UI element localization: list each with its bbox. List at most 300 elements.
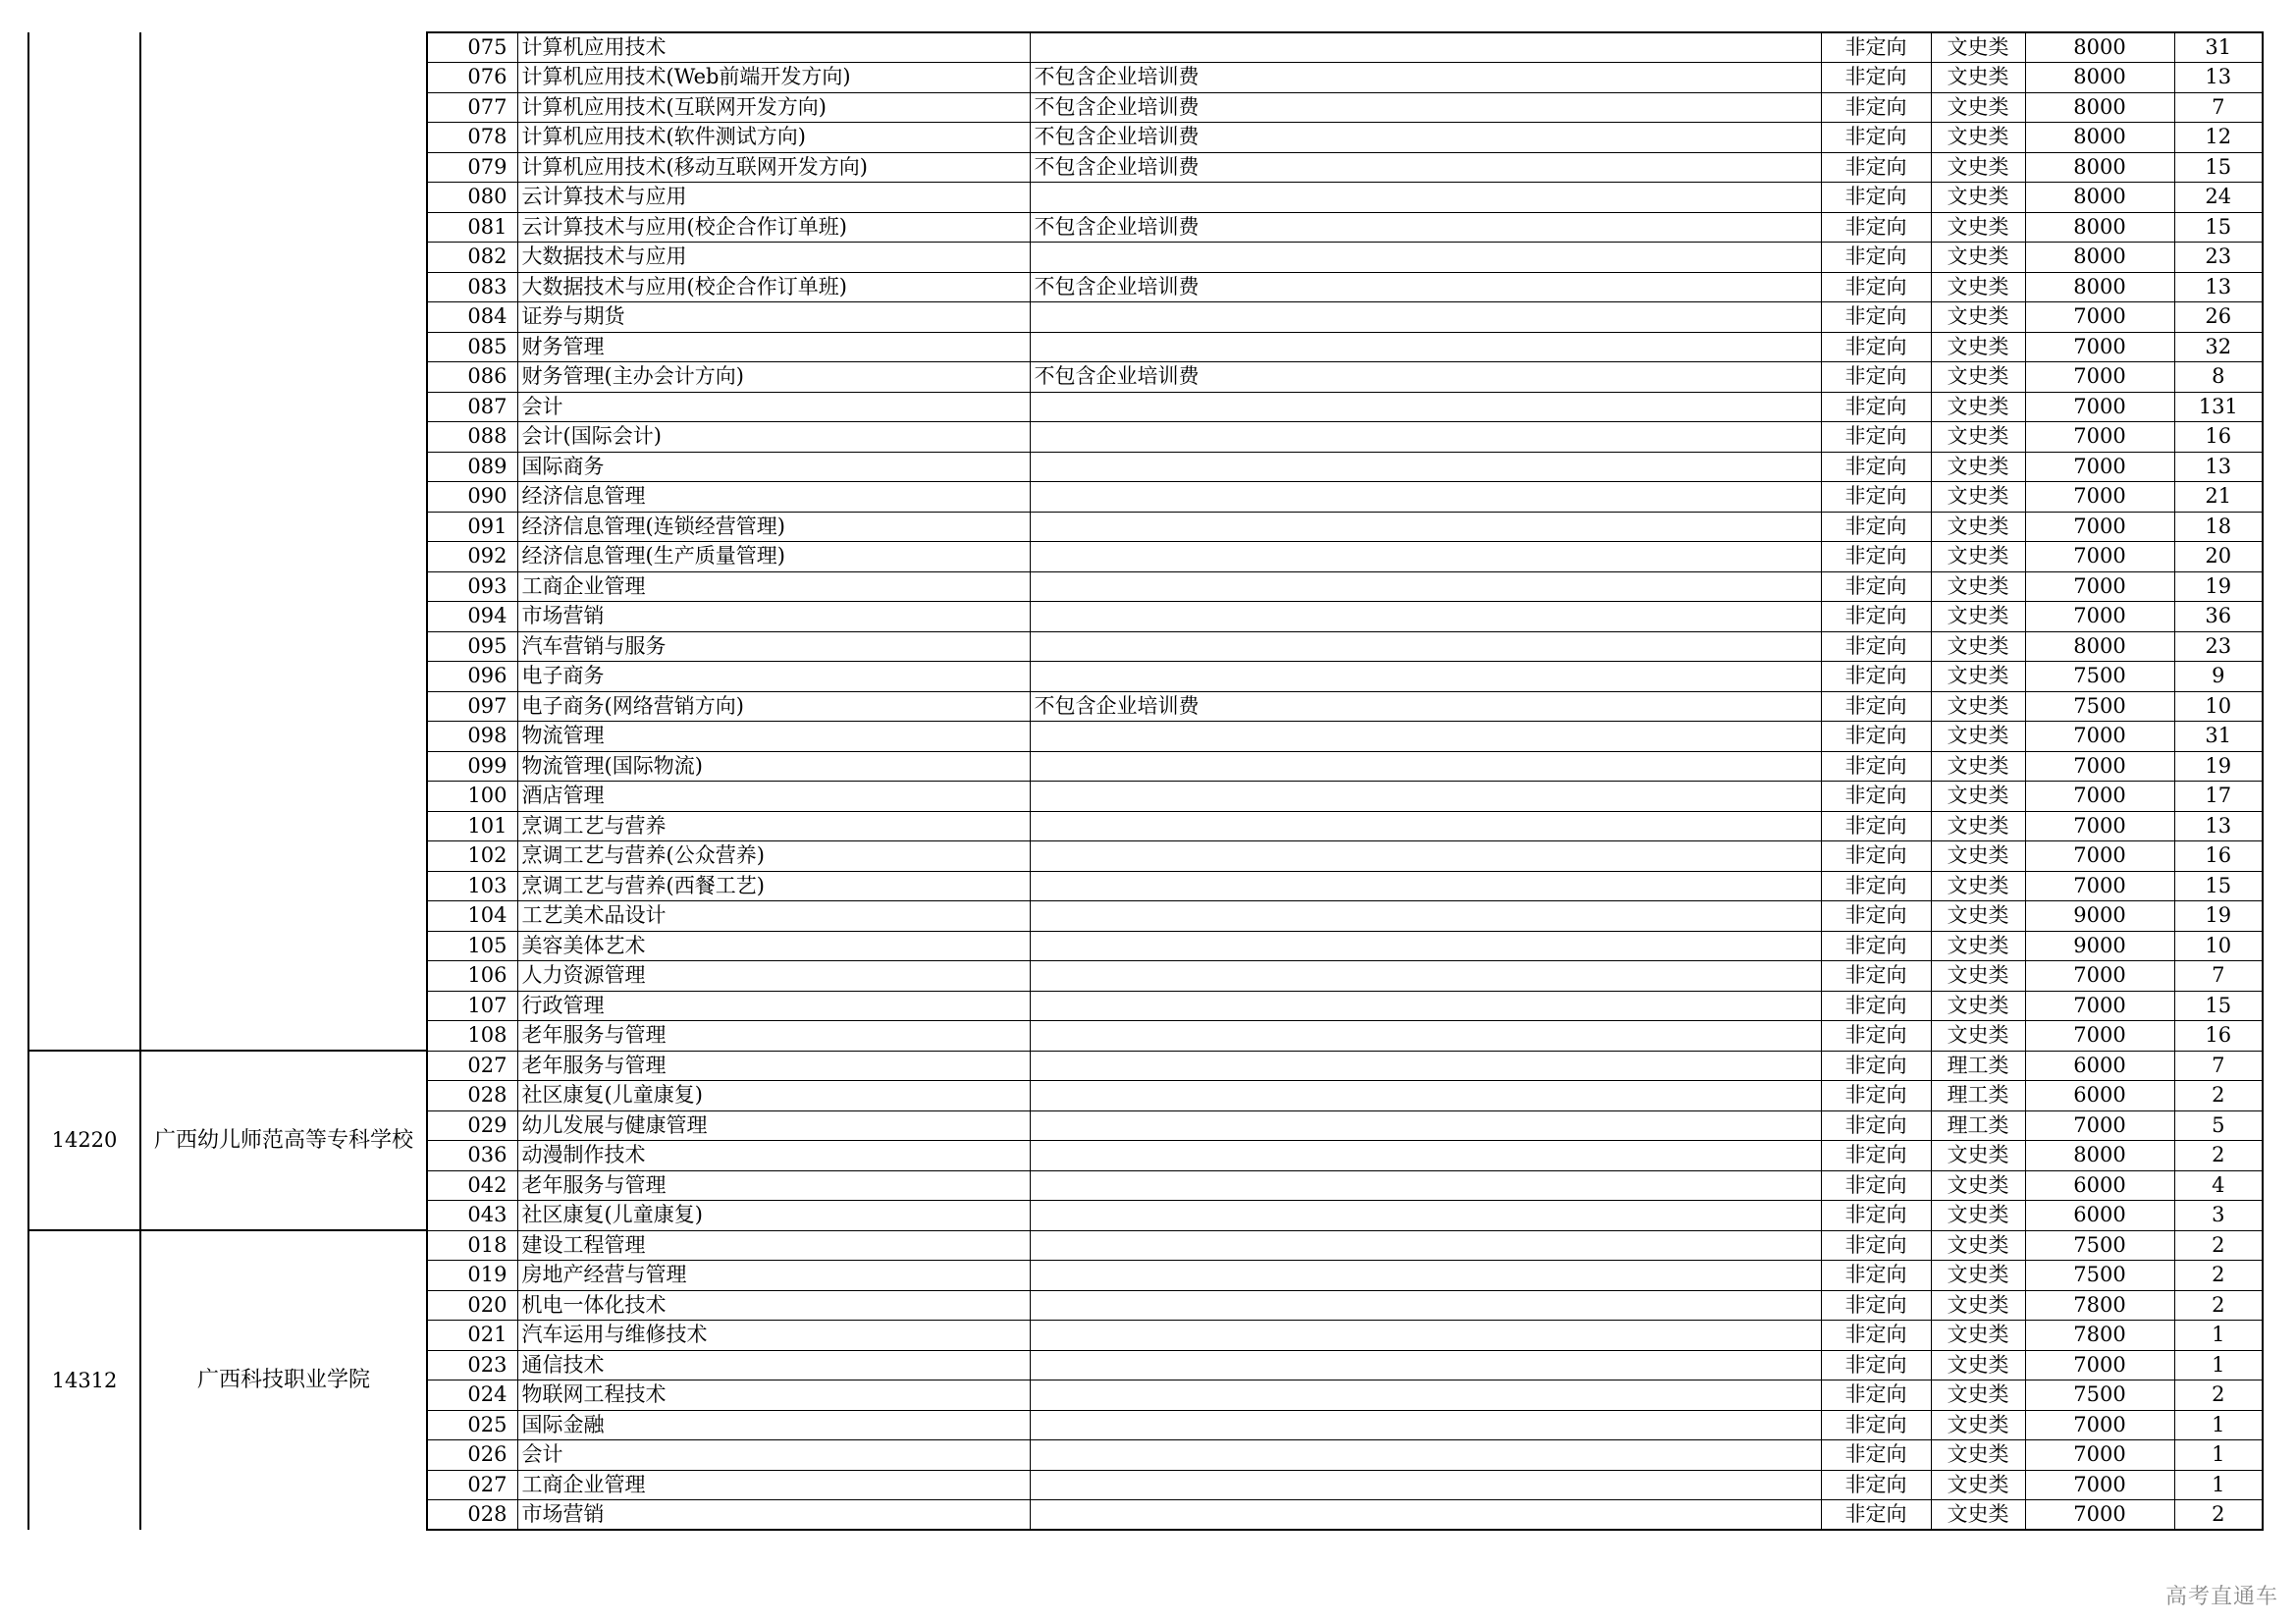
note-cell <box>1030 991 1821 1021</box>
tuition-fee-cell: 7000 <box>2025 961 2174 992</box>
major-name-cell: 动漫制作技术 <box>517 1141 1030 1171</box>
note-cell <box>1030 302 1821 333</box>
plan-count-cell: 2 <box>2174 1500 2263 1531</box>
plan-count-cell: 1 <box>2174 1410 2263 1440</box>
tuition-fee-cell: 7000 <box>2025 362 2174 393</box>
plan-count-cell: 8 <box>2174 362 2263 393</box>
tuition-fee-cell: 7000 <box>2025 811 2174 841</box>
subject-category-cell: 文史类 <box>1931 422 2025 453</box>
plan-type-cell: 非定向 <box>1821 482 1931 513</box>
tuition-fee-cell: 7000 <box>2025 482 2174 513</box>
note-cell <box>1030 1261 1821 1291</box>
subject-category-cell: 文史类 <box>1931 542 2025 572</box>
major-code-cell: 042 <box>427 1170 517 1201</box>
tuition-fee-cell: 7000 <box>2025 542 2174 572</box>
major-code-cell: 075 <box>427 32 517 63</box>
tuition-fee-cell: 7500 <box>2025 1380 2174 1411</box>
subject-category-cell: 文史类 <box>1931 92 2025 123</box>
major-code-cell: 100 <box>427 782 517 812</box>
subject-category-cell: 文史类 <box>1931 332 2025 362</box>
note-cell <box>1030 1410 1821 1440</box>
plan-count-cell: 32 <box>2174 332 2263 362</box>
subject-category-cell: 文史类 <box>1931 1350 2025 1380</box>
note-cell <box>1030 183 1821 213</box>
plan-count-cell: 9 <box>2174 662 2263 692</box>
note-cell <box>1030 1110 1821 1141</box>
tuition-fee-cell: 6000 <box>2025 1170 2174 1201</box>
note-cell <box>1030 841 1821 872</box>
plan-count-cell: 17 <box>2174 782 2263 812</box>
plan-type-cell: 非定向 <box>1821 1051 1931 1081</box>
major-name-cell: 工艺美术品设计 <box>517 901 1030 932</box>
plan-type-cell: 非定向 <box>1821 961 1931 992</box>
note-cell: 不包含企业培训费 <box>1030 63 1821 93</box>
note-cell <box>1030 1290 1821 1321</box>
major-name-cell: 行政管理 <box>517 991 1030 1021</box>
plan-count-cell: 24 <box>2174 183 2263 213</box>
plan-count-cell: 13 <box>2174 272 2263 302</box>
major-name-cell: 会计 <box>517 392 1030 422</box>
major-name-cell: 烹调工艺与营养 <box>517 811 1030 841</box>
plan-count-cell: 19 <box>2174 751 2263 782</box>
note-cell <box>1030 602 1821 632</box>
subject-category-cell: 文史类 <box>1931 1170 2025 1201</box>
major-name-cell: 物流管理 <box>517 722 1030 752</box>
tuition-fee-cell: 7800 <box>2025 1290 2174 1321</box>
note-cell <box>1030 1051 1821 1081</box>
major-code-cell: 027 <box>427 1051 517 1081</box>
major-code-cell: 107 <box>427 991 517 1021</box>
tuition-fee-cell: 7000 <box>2025 871 2174 901</box>
major-name-cell: 人力资源管理 <box>517 961 1030 992</box>
tuition-fee-cell: 8000 <box>2025 631 2174 662</box>
plan-count-cell: 21 <box>2174 482 2263 513</box>
tuition-fee-cell: 7000 <box>2025 422 2174 453</box>
subject-category-cell: 文史类 <box>1931 1201 2025 1231</box>
major-code-cell: 098 <box>427 722 517 752</box>
major-name-cell: 老年服务与管理 <box>517 1051 1030 1081</box>
major-name-cell: 物流管理(国际物流) <box>517 751 1030 782</box>
major-code-cell: 097 <box>427 691 517 722</box>
major-name-cell: 烹调工艺与营养(公众营养) <box>517 841 1030 872</box>
plan-type-cell: 非定向 <box>1821 1261 1931 1291</box>
note-cell <box>1030 542 1821 572</box>
major-name-cell: 市场营销 <box>517 1500 1030 1531</box>
major-name-cell: 证券与期货 <box>517 302 1030 333</box>
plan-type-cell: 非定向 <box>1821 212 1931 243</box>
tuition-fee-cell: 8000 <box>2025 152 2174 183</box>
tuition-fee-cell: 7000 <box>2025 302 2174 333</box>
major-code-cell: 095 <box>427 631 517 662</box>
major-name-cell: 酒店管理 <box>517 782 1030 812</box>
plan-type-cell: 非定向 <box>1821 302 1931 333</box>
note-cell <box>1030 1321 1821 1351</box>
plan-type-cell: 非定向 <box>1821 931 1931 961</box>
plan-count-cell: 1 <box>2174 1470 2263 1500</box>
plan-count-cell: 7 <box>2174 1051 2263 1081</box>
plan-count-cell: 19 <box>2174 571 2263 602</box>
plan-type-cell: 非定向 <box>1821 183 1931 213</box>
plan-type-cell: 非定向 <box>1821 1290 1931 1321</box>
plan-count-cell: 10 <box>2174 691 2263 722</box>
major-name-cell: 国际金融 <box>517 1410 1030 1440</box>
subject-category-cell: 文史类 <box>1931 1021 2025 1052</box>
plan-type-cell: 非定向 <box>1821 542 1931 572</box>
subject-category-cell: 文史类 <box>1931 512 2025 542</box>
plan-count-cell: 2 <box>2174 1380 2263 1411</box>
plan-count-cell: 2 <box>2174 1261 2263 1291</box>
plan-type-cell: 非定向 <box>1821 1470 1931 1500</box>
note-cell <box>1030 1440 1821 1471</box>
plan-type-cell: 非定向 <box>1821 152 1931 183</box>
subject-category-cell: 文史类 <box>1931 1321 2025 1351</box>
note-cell: 不包含企业培训费 <box>1030 691 1821 722</box>
tuition-fee-cell: 7000 <box>2025 1500 2174 1531</box>
plan-count-cell: 1 <box>2174 1321 2263 1351</box>
enrollment-plan-table <box>27 31 2264 1531</box>
plan-type-cell: 非定向 <box>1821 571 1931 602</box>
plan-type-cell: 非定向 <box>1821 92 1931 123</box>
plan-type-cell: 非定向 <box>1821 1201 1931 1231</box>
plan-type-cell: 非定向 <box>1821 1500 1931 1531</box>
major-code-cell: 020 <box>427 1290 517 1321</box>
major-code-cell: 102 <box>427 841 517 872</box>
plan-type-cell: 非定向 <box>1821 1440 1931 1471</box>
school-code-cell <box>28 32 140 1051</box>
tuition-fee-cell: 7000 <box>2025 512 2174 542</box>
table-row <box>28 32 2263 63</box>
note-cell <box>1030 571 1821 602</box>
major-name-cell: 计算机应用技术(软件测试方向) <box>517 123 1030 153</box>
tuition-fee-cell: 7500 <box>2025 691 2174 722</box>
subject-category-cell: 文史类 <box>1931 602 2025 632</box>
major-name-cell: 美容美体艺术 <box>517 931 1030 961</box>
major-name-cell: 计算机应用技术 <box>517 32 1030 63</box>
major-name-cell: 财务管理 <box>517 332 1030 362</box>
note-cell: 不包含企业培训费 <box>1030 123 1821 153</box>
plan-type-cell: 非定向 <box>1821 512 1931 542</box>
subject-category-cell: 文史类 <box>1931 722 2025 752</box>
major-name-cell: 工商企业管理 <box>517 1470 1030 1500</box>
major-code-cell: 028 <box>427 1081 517 1111</box>
major-code-cell: 093 <box>427 571 517 602</box>
plan-count-cell: 1 <box>2174 1350 2263 1380</box>
tuition-fee-cell: 7000 <box>2025 1440 2174 1471</box>
plan-type-cell: 非定向 <box>1821 662 1931 692</box>
subject-category-cell: 文史类 <box>1931 811 2025 841</box>
major-name-cell: 汽车运用与维修技术 <box>517 1321 1030 1351</box>
note-cell <box>1030 662 1821 692</box>
major-code-cell: 103 <box>427 871 517 901</box>
major-code-cell: 076 <box>427 63 517 93</box>
plan-count-cell: 15 <box>2174 212 2263 243</box>
tuition-fee-cell: 6000 <box>2025 1081 2174 1111</box>
tuition-fee-cell: 7000 <box>2025 1021 2174 1052</box>
major-code-cell: 082 <box>427 243 517 273</box>
major-code-cell: 101 <box>427 811 517 841</box>
tuition-fee-cell: 7000 <box>2025 722 2174 752</box>
plan-type-cell: 非定向 <box>1821 722 1931 752</box>
tuition-fee-cell: 9000 <box>2025 901 2174 932</box>
plan-count-cell: 16 <box>2174 422 2263 453</box>
plan-count-cell: 5 <box>2174 1110 2263 1141</box>
subject-category-cell: 文史类 <box>1931 1380 2025 1411</box>
note-cell <box>1030 1500 1821 1531</box>
major-code-cell: 029 <box>427 1110 517 1141</box>
plan-count-cell: 31 <box>2174 32 2263 63</box>
major-name-cell: 机电一体化技术 <box>517 1290 1030 1321</box>
subject-category-cell: 文史类 <box>1931 32 2025 63</box>
plan-count-cell: 18 <box>2174 512 2263 542</box>
note-cell <box>1030 871 1821 901</box>
plan-type-cell: 非定向 <box>1821 452 1931 482</box>
major-name-cell: 市场营销 <box>517 602 1030 632</box>
tuition-fee-cell: 8000 <box>2025 1141 2174 1171</box>
major-code-cell: 080 <box>427 183 517 213</box>
major-name-cell: 计算机应用技术(Web前端开发方向) <box>517 63 1030 93</box>
plan-count-cell: 23 <box>2174 631 2263 662</box>
subject-category-cell: 文史类 <box>1931 212 2025 243</box>
plan-type-cell: 非定向 <box>1821 602 1931 632</box>
plan-type-cell: 非定向 <box>1821 422 1931 453</box>
note-cell <box>1030 332 1821 362</box>
plan-type-cell: 非定向 <box>1821 811 1931 841</box>
plan-type-cell: 非定向 <box>1821 782 1931 812</box>
subject-category-cell: 文史类 <box>1931 152 2025 183</box>
tuition-fee-cell: 7000 <box>2025 841 2174 872</box>
subject-category-cell: 理工类 <box>1931 1081 2025 1111</box>
tuition-fee-cell: 8000 <box>2025 272 2174 302</box>
major-code-cell: 090 <box>427 482 517 513</box>
note-cell: 不包含企业培训费 <box>1030 152 1821 183</box>
note-cell <box>1030 1141 1821 1171</box>
major-code-cell: 089 <box>427 452 517 482</box>
tuition-fee-cell: 7000 <box>2025 991 2174 1021</box>
subject-category-cell: 文史类 <box>1931 1141 2025 1171</box>
subject-category-cell: 文史类 <box>1931 1290 2025 1321</box>
plan-type-cell: 非定向 <box>1821 1380 1931 1411</box>
school-code-cell: 14312 <box>28 1230 140 1530</box>
note-cell <box>1030 422 1821 453</box>
plan-type-cell: 非定向 <box>1821 1170 1931 1201</box>
major-name-cell: 老年服务与管理 <box>517 1021 1030 1052</box>
subject-category-cell: 文史类 <box>1931 452 2025 482</box>
tuition-fee-cell: 8000 <box>2025 212 2174 243</box>
major-name-cell: 财务管理(主办会计方向) <box>517 362 1030 393</box>
subject-category-cell: 文史类 <box>1931 1230 2025 1261</box>
major-name-cell: 大数据技术与应用(校企合作订单班) <box>517 272 1030 302</box>
subject-category-cell: 文史类 <box>1931 1500 2025 1531</box>
subject-category-cell: 文史类 <box>1931 871 2025 901</box>
major-name-cell: 物联网工程技术 <box>517 1380 1030 1411</box>
tuition-fee-cell: 7800 <box>2025 1321 2174 1351</box>
major-name-cell: 汽车营销与服务 <box>517 631 1030 662</box>
school-code-cell: 14220 <box>28 1051 140 1230</box>
major-name-cell: 国际商务 <box>517 452 1030 482</box>
plan-type-cell: 非定向 <box>1821 243 1931 273</box>
major-code-cell: 091 <box>427 512 517 542</box>
note-cell <box>1030 1350 1821 1380</box>
subject-category-cell: 文史类 <box>1931 631 2025 662</box>
tuition-fee-cell: 8000 <box>2025 183 2174 213</box>
major-code-cell: 019 <box>427 1261 517 1291</box>
major-code-cell: 094 <box>427 602 517 632</box>
major-code-cell: 085 <box>427 332 517 362</box>
plan-count-cell: 20 <box>2174 542 2263 572</box>
plan-count-cell: 131 <box>2174 392 2263 422</box>
tuition-fee-cell: 7000 <box>2025 1350 2174 1380</box>
plan-type-cell: 非定向 <box>1821 1321 1931 1351</box>
major-name-cell: 工商企业管理 <box>517 571 1030 602</box>
subject-category-cell: 文史类 <box>1931 662 2025 692</box>
major-name-cell: 通信技术 <box>517 1350 1030 1380</box>
major-name-cell: 会计(国际会计) <box>517 422 1030 453</box>
tuition-fee-cell: 7000 <box>2025 1470 2174 1500</box>
plan-count-cell: 15 <box>2174 871 2263 901</box>
plan-type-cell: 非定向 <box>1821 751 1931 782</box>
plan-count-cell: 36 <box>2174 602 2263 632</box>
tuition-fee-cell: 6000 <box>2025 1051 2174 1081</box>
note-cell <box>1030 751 1821 782</box>
major-name-cell: 房地产经营与管理 <box>517 1261 1030 1291</box>
major-code-cell: 024 <box>427 1380 517 1411</box>
major-name-cell: 计算机应用技术(互联网开发方向) <box>517 92 1030 123</box>
plan-type-cell: 非定向 <box>1821 63 1931 93</box>
plan-count-cell: 2 <box>2174 1230 2263 1261</box>
plan-type-cell: 非定向 <box>1821 991 1931 1021</box>
plan-count-cell: 2 <box>2174 1141 2263 1171</box>
plan-count-cell: 13 <box>2174 63 2263 93</box>
subject-category-cell: 文史类 <box>1931 243 2025 273</box>
major-name-cell: 云计算技术与应用(校企合作订单班) <box>517 212 1030 243</box>
subject-category-cell: 文史类 <box>1931 782 2025 812</box>
major-code-cell: 018 <box>427 1230 517 1261</box>
plan-count-cell: 10 <box>2174 931 2263 961</box>
plan-count-cell: 2 <box>2174 1290 2263 1321</box>
tuition-fee-cell: 7000 <box>2025 571 2174 602</box>
note-cell <box>1030 1081 1821 1111</box>
subject-category-cell: 理工类 <box>1931 1110 2025 1141</box>
subject-category-cell: 文史类 <box>1931 1440 2025 1471</box>
major-code-cell: 077 <box>427 92 517 123</box>
major-name-cell: 大数据技术与应用 <box>517 243 1030 273</box>
note-cell <box>1030 482 1821 513</box>
note-cell: 不包含企业培训费 <box>1030 212 1821 243</box>
note-cell <box>1030 243 1821 273</box>
subject-category-cell: 文史类 <box>1931 931 2025 961</box>
plan-count-cell: 7 <box>2174 92 2263 123</box>
tuition-fee-cell: 8000 <box>2025 92 2174 123</box>
note-cell <box>1030 32 1821 63</box>
tuition-fee-cell: 8000 <box>2025 32 2174 63</box>
note-cell <box>1030 901 1821 932</box>
table-body <box>28 32 2263 1530</box>
plan-type-cell: 非定向 <box>1821 631 1931 662</box>
tuition-fee-cell: 7000 <box>2025 332 2174 362</box>
major-code-cell: 078 <box>427 123 517 153</box>
note-cell <box>1030 512 1821 542</box>
note-cell <box>1030 811 1821 841</box>
tuition-fee-cell: 7500 <box>2025 662 2174 692</box>
major-code-cell: 092 <box>427 542 517 572</box>
plan-type-cell: 非定向 <box>1821 1230 1931 1261</box>
plan-type-cell: 非定向 <box>1821 1021 1931 1052</box>
school-name-cell: 广西幼儿师范高等专科学校 <box>140 1051 427 1230</box>
subject-category-cell: 文史类 <box>1931 123 2025 153</box>
note-cell <box>1030 931 1821 961</box>
plan-count-cell: 13 <box>2174 811 2263 841</box>
major-code-cell: 099 <box>427 751 517 782</box>
major-name-cell: 社区康复(儿童康复) <box>517 1201 1030 1231</box>
school-name-cell <box>140 32 427 1051</box>
major-name-cell: 社区康复(儿童康复) <box>517 1081 1030 1111</box>
plan-count-cell: 12 <box>2174 123 2263 153</box>
subject-category-cell: 文史类 <box>1931 571 2025 602</box>
plan-type-cell: 非定向 <box>1821 32 1931 63</box>
plan-type-cell: 非定向 <box>1821 392 1931 422</box>
note-cell <box>1030 1470 1821 1500</box>
major-name-cell: 建设工程管理 <box>517 1230 1030 1261</box>
subject-category-cell: 文史类 <box>1931 1410 2025 1440</box>
note-cell <box>1030 722 1821 752</box>
plan-type-cell: 非定向 <box>1821 362 1931 393</box>
note-cell <box>1030 1021 1821 1052</box>
subject-category-cell: 文史类 <box>1931 183 2025 213</box>
note-cell <box>1030 1380 1821 1411</box>
tuition-fee-cell: 7000 <box>2025 452 2174 482</box>
tuition-fee-cell: 7000 <box>2025 751 2174 782</box>
note-cell: 不包含企业培训费 <box>1030 362 1821 393</box>
major-code-cell: 021 <box>427 1321 517 1351</box>
plan-count-cell: 1 <box>2174 1440 2263 1471</box>
plan-type-cell: 非定向 <box>1821 691 1931 722</box>
subject-category-cell: 文史类 <box>1931 1470 2025 1500</box>
plan-count-cell: 16 <box>2174 841 2263 872</box>
plan-count-cell: 7 <box>2174 961 2263 992</box>
table-row <box>28 1230 2263 1261</box>
note-cell: 不包含企业培训费 <box>1030 272 1821 302</box>
subject-category-cell: 文史类 <box>1931 63 2025 93</box>
watermark-text: 高考直通车 <box>2164 1585 2278 1609</box>
plan-count-cell: 31 <box>2174 722 2263 752</box>
table-row <box>28 1051 2263 1081</box>
note-cell <box>1030 1170 1821 1201</box>
major-name-cell: 会计 <box>517 1440 1030 1471</box>
plan-count-cell: 15 <box>2174 152 2263 183</box>
note-cell <box>1030 1230 1821 1261</box>
plan-count-cell: 19 <box>2174 901 2263 932</box>
major-code-cell: 084 <box>427 302 517 333</box>
major-code-cell: 026 <box>427 1440 517 1471</box>
major-name-cell: 计算机应用技术(移动互联网开发方向) <box>517 152 1030 183</box>
plan-type-cell: 非定向 <box>1821 1141 1931 1171</box>
plan-type-cell: 非定向 <box>1821 1350 1931 1380</box>
subject-category-cell: 文史类 <box>1931 691 2025 722</box>
subject-category-cell: 文史类 <box>1931 901 2025 932</box>
major-code-cell: 105 <box>427 931 517 961</box>
major-code-cell: 028 <box>427 1500 517 1531</box>
note-cell <box>1030 392 1821 422</box>
plan-type-cell: 非定向 <box>1821 123 1931 153</box>
note-cell <box>1030 631 1821 662</box>
tuition-fee-cell: 8000 <box>2025 243 2174 273</box>
tuition-fee-cell: 8000 <box>2025 123 2174 153</box>
tuition-fee-cell: 9000 <box>2025 931 2174 961</box>
note-cell <box>1030 452 1821 482</box>
subject-category-cell: 文史类 <box>1931 841 2025 872</box>
tuition-fee-cell: 7500 <box>2025 1230 2174 1261</box>
subject-category-cell: 文史类 <box>1931 392 2025 422</box>
